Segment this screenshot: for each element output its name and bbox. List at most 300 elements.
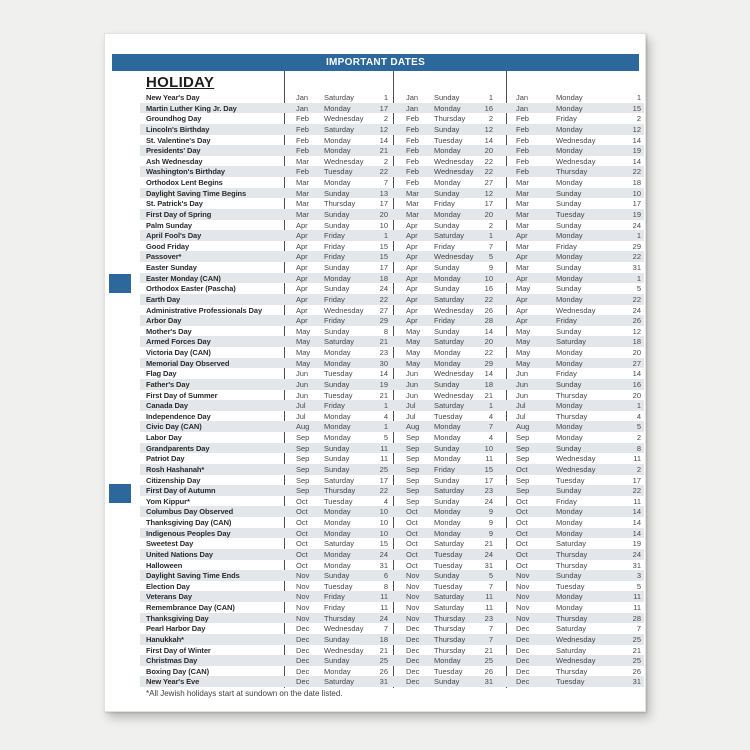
year1-weekday: Friday	[324, 252, 345, 262]
year2-day: 31	[484, 560, 493, 570]
year2-month: Oct	[406, 528, 418, 538]
year2-weekday: Saturday	[434, 294, 465, 304]
year1-weekday: Saturday	[324, 337, 355, 347]
year2-day: 7	[488, 624, 493, 634]
year1-weekday: Sunday	[324, 284, 350, 294]
year1-weekday: Monday	[324, 411, 351, 421]
holiday-name: Sweetest Day	[146, 539, 194, 549]
year3-month: Sep	[516, 433, 530, 442]
year2-day: 21	[484, 390, 493, 400]
year3-month: Oct	[516, 528, 528, 538]
year3-weekday: Sunday	[556, 571, 582, 581]
year3-day: 5	[636, 284, 641, 294]
year1-day: 11	[380, 603, 388, 612]
table-row	[140, 432, 644, 443]
year2-day: 23	[484, 486, 493, 496]
year1-day: 31	[379, 677, 388, 687]
holiday-name: Daylight Saving Time Ends	[146, 571, 240, 581]
year1-weekday: Sunday	[324, 464, 350, 474]
year3-day: 26	[632, 316, 641, 326]
year1-day: 22	[379, 167, 388, 177]
year1-month: Apr	[296, 231, 308, 241]
year2-weekday: Monday	[434, 656, 461, 666]
year3-month: Apr	[516, 273, 528, 283]
year1-weekday: Monday	[324, 422, 351, 432]
holiday-name: Daylight Saving Time Begins	[146, 188, 247, 198]
year2-weekday: Sunday	[434, 475, 460, 485]
year2-month: Sep	[406, 475, 420, 485]
year2-weekday: Tuesday	[434, 581, 463, 591]
year3-day: 4	[636, 411, 641, 421]
table-row	[140, 634, 644, 645]
year3-month: Dec	[516, 624, 530, 634]
year1-weekday: Monday	[324, 560, 351, 570]
year2-weekday: Friday	[434, 464, 455, 474]
year1-day: 11	[380, 454, 388, 464]
year2-month: Mar	[406, 188, 419, 198]
year1-day: 19	[379, 379, 388, 389]
year1-month: Feb	[296, 114, 309, 124]
year3-day: 15	[632, 103, 641, 113]
year3-month: Jun	[516, 369, 529, 379]
year3-weekday: Thursday	[556, 390, 588, 400]
year1-day: 12	[379, 124, 388, 134]
year1-weekday: Sunday	[324, 379, 350, 389]
year3-day: 2	[636, 464, 641, 474]
year3-day: 20	[632, 348, 641, 357]
year2-month: Apr	[406, 273, 418, 283]
year1-weekday: Saturday	[324, 677, 355, 687]
table-row	[140, 591, 644, 602]
year3-weekday: Monday	[556, 518, 583, 527]
year1-month: Jul	[296, 401, 306, 411]
year1-weekday: Sunday	[324, 571, 350, 581]
year2-weekday: Sunday	[434, 677, 460, 687]
year2-day: 7	[488, 581, 493, 591]
year3-weekday: Friday	[556, 316, 577, 326]
year3-month: Feb	[516, 167, 529, 177]
year1-month: Apr	[296, 263, 308, 272]
year1-month: Dec	[296, 666, 310, 676]
holiday-name: New Year's Day	[146, 93, 200, 102]
year1-weekday: Monday	[324, 549, 351, 559]
year2-day: 4	[488, 433, 493, 442]
year3-weekday: Monday	[556, 273, 583, 283]
year1-weekday: Tuesday	[324, 496, 353, 506]
holiday-name: Good Friday	[146, 241, 190, 251]
year1-day: 21	[379, 645, 388, 655]
year1-month: Feb	[296, 146, 309, 156]
year3-day: 7	[636, 624, 641, 634]
year1-month: May	[296, 337, 311, 347]
year1-day: 17	[379, 475, 388, 485]
table-row	[140, 283, 644, 294]
year2-day: 22	[484, 156, 493, 166]
year1-weekday: Friday	[324, 241, 345, 251]
table-row	[140, 336, 644, 347]
year1-day: 1	[383, 231, 388, 241]
year2-month: Aug	[406, 422, 420, 432]
year2-day: 21	[484, 645, 493, 655]
year1-weekday: Sunday	[324, 220, 350, 230]
year3-month: Feb	[516, 156, 529, 166]
year2-day: 1	[488, 231, 493, 241]
year3-day: 19	[632, 209, 641, 219]
year1-month: Oct	[296, 539, 308, 549]
table-row	[140, 581, 644, 592]
year1-day: 10	[379, 220, 388, 230]
year2-day: 22	[484, 348, 493, 357]
year3-day: 14	[632, 135, 641, 145]
year2-weekday: Monday	[434, 507, 461, 517]
year3-month: Mar	[516, 263, 529, 272]
year2-weekday: Sunday	[434, 188, 460, 198]
year2-day: 11	[485, 592, 493, 602]
year3-day: 22	[632, 252, 641, 262]
holiday-name: Hanukkah*	[146, 634, 184, 644]
year2-day: 27	[484, 178, 493, 187]
table-row	[140, 485, 644, 496]
year3-month: Oct	[516, 549, 528, 559]
holiday-name: First Day of Autumn	[146, 486, 216, 496]
year3-weekday: Wednesday	[556, 656, 596, 666]
year1-day: 1	[383, 401, 388, 411]
holiday-name: Pearl Harbor Day	[146, 624, 206, 634]
year3-day: 31	[632, 677, 641, 687]
year2-day: 7	[488, 634, 493, 644]
year1-day: 15	[379, 252, 388, 262]
year1-month: Apr	[296, 316, 308, 326]
year1-day: 15	[379, 241, 388, 251]
year3-weekday: Monday	[556, 358, 583, 368]
year1-weekday: Thursday	[324, 486, 356, 496]
year3-day: 22	[632, 486, 641, 496]
year3-weekday: Sunday	[556, 188, 582, 198]
year2-day: 5	[488, 252, 493, 262]
year2-month: Oct	[406, 560, 418, 570]
year1-weekday: Monday	[324, 135, 351, 145]
year2-month: Apr	[406, 305, 418, 315]
year2-month: Apr	[406, 241, 418, 251]
year2-month: Sep	[406, 486, 420, 496]
year2-month: Feb	[406, 167, 419, 177]
year2-day: 16	[484, 103, 493, 113]
holiday-name: Rosh Hashanah*	[146, 464, 205, 474]
year1-month: Jan	[296, 103, 309, 113]
year1-day: 15	[379, 539, 388, 549]
year2-month: Jun	[406, 379, 419, 389]
year2-weekday: Monday	[434, 454, 461, 464]
year2-weekday: Monday	[434, 358, 461, 368]
holiday-name: First Day of Summer	[146, 390, 218, 400]
table-row	[140, 390, 644, 401]
year1-day: 14	[379, 369, 388, 379]
year1-weekday: Saturday	[324, 124, 355, 134]
table-row	[140, 326, 644, 337]
year3-day: 11	[633, 454, 641, 464]
year3-month: Apr	[516, 252, 528, 262]
year1-weekday: Friday	[324, 316, 345, 326]
year3-day: 20	[632, 390, 641, 400]
year3-weekday: Monday	[556, 528, 583, 538]
year1-day: 22	[379, 486, 388, 496]
year2-weekday: Saturday	[434, 486, 465, 496]
year3-month: Oct	[516, 507, 528, 517]
holiday-name: Canada Day	[146, 401, 188, 411]
page-tab-marker-icon	[109, 274, 131, 293]
year1-month: Oct	[296, 549, 308, 559]
table-row	[140, 453, 644, 464]
year2-month: Apr	[406, 252, 418, 262]
year3-weekday: Sunday	[556, 199, 582, 209]
year1-month: Feb	[296, 135, 309, 145]
year3-weekday: Saturday	[556, 337, 587, 347]
year1-weekday: Monday	[324, 348, 351, 357]
year1-weekday: Thursday	[324, 199, 356, 209]
year2-month: Dec	[406, 656, 420, 666]
table-row	[140, 92, 644, 103]
year1-day: 31	[379, 560, 388, 570]
year1-weekday: Monday	[324, 146, 351, 156]
year3-weekday: Saturday	[556, 624, 587, 634]
year1-day: 17	[379, 199, 388, 209]
table-row	[140, 506, 644, 517]
year2-month: Jul	[406, 411, 416, 421]
year3-weekday: Sunday	[556, 263, 582, 272]
table-row	[140, 613, 644, 624]
year2-day: 4	[488, 411, 493, 421]
year2-month: May	[406, 337, 421, 347]
holiday-name: New Year's Eve	[146, 677, 200, 687]
year3-weekday: Sunday	[556, 443, 582, 453]
table-row	[140, 220, 644, 231]
year1-month: Sep	[296, 486, 310, 496]
year1-day: 25	[379, 656, 388, 666]
table-row	[140, 655, 644, 666]
year2-month: Jan	[406, 93, 419, 102]
year1-day: 22	[379, 294, 388, 304]
year1-day: 14	[379, 135, 388, 145]
year3-day: 14	[632, 518, 641, 527]
holiday-name: First Day of Winter	[146, 645, 211, 655]
year2-weekday: Sunday	[434, 379, 460, 389]
year3-day: 18	[632, 178, 641, 187]
year3-weekday: Thursday	[556, 549, 588, 559]
important-dates-banner: IMPORTANT DATES	[112, 54, 639, 71]
holiday-name: Citizenship Day	[146, 475, 201, 485]
table-row	[140, 358, 644, 369]
year1-month: Oct	[296, 560, 308, 570]
year3-month: Mar	[516, 188, 529, 198]
year3-weekday: Monday	[556, 348, 583, 357]
year3-day: 11	[633, 592, 641, 602]
year3-day: 29	[632, 241, 641, 251]
year1-day: 4	[383, 496, 388, 506]
year2-month: Nov	[406, 613, 420, 623]
holiday-name: Independence Day	[146, 411, 211, 421]
year1-month: Oct	[296, 528, 308, 538]
year3-weekday: Wednesday	[556, 156, 596, 166]
year2-weekday: Monday	[434, 433, 461, 442]
holiday-name: Memorial Day Observed	[146, 358, 230, 368]
year3-month: Feb	[516, 146, 529, 156]
year2-weekday: Wednesday	[434, 305, 474, 315]
year1-month: Aug	[296, 422, 310, 432]
year1-weekday: Friday	[324, 294, 345, 304]
year3-month: Nov	[516, 592, 530, 602]
year1-day: 10	[379, 518, 388, 527]
year1-weekday: Thursday	[324, 613, 356, 623]
year2-weekday: Tuesday	[434, 135, 463, 145]
year1-month: Jun	[296, 390, 309, 400]
year3-weekday: Tuesday	[556, 677, 585, 687]
year2-day: 18	[484, 379, 493, 389]
year1-month: Apr	[296, 284, 308, 294]
year2-weekday: Wednesday	[434, 369, 474, 379]
year2-day: 11	[485, 603, 493, 612]
year1-day: 10	[379, 528, 388, 538]
year1-day: 25	[379, 464, 388, 474]
year2-weekday: Tuesday	[434, 666, 463, 676]
table-row	[140, 198, 644, 209]
year2-month: May	[406, 358, 421, 368]
table-row	[140, 538, 644, 549]
year2-weekday: Friday	[434, 241, 455, 251]
year3-day: 24	[632, 220, 641, 230]
year2-weekday: Monday	[434, 146, 461, 156]
table-row	[140, 294, 644, 305]
year3-weekday: Sunday	[556, 379, 582, 389]
year3-day: 22	[632, 167, 641, 177]
year3-weekday: Tuesday	[556, 209, 585, 219]
year3-month: May	[516, 358, 531, 368]
year1-month: Nov	[296, 592, 310, 602]
year3-day: 31	[632, 263, 641, 272]
year3-day: 1	[636, 231, 641, 241]
year3-day: 21	[632, 645, 641, 655]
year2-month: Feb	[406, 178, 419, 187]
year3-weekday: Friday	[556, 496, 577, 506]
year2-day: 29	[484, 358, 493, 368]
table-row	[140, 623, 644, 634]
year2-weekday: Sunday	[434, 443, 460, 453]
year2-weekday: Monday	[434, 422, 461, 432]
year1-month: Jul	[296, 411, 306, 421]
table-row	[140, 421, 644, 432]
year1-month: Apr	[296, 294, 308, 304]
year3-weekday: Thursday	[556, 666, 588, 676]
year1-month: Apr	[296, 241, 308, 251]
year2-weekday: Monday	[434, 348, 461, 357]
year3-day: 31	[632, 560, 641, 570]
year3-day: 22	[632, 294, 641, 304]
year2-weekday: Wednesday	[434, 390, 474, 400]
year2-month: Feb	[406, 114, 419, 124]
table-row	[140, 305, 644, 316]
year3-month: Oct	[516, 539, 528, 549]
year2-month: Sep	[406, 464, 420, 474]
year3-month: Dec	[516, 677, 530, 687]
year1-month: Apr	[296, 273, 308, 283]
table-row	[140, 496, 644, 507]
year3-month: Dec	[516, 656, 530, 666]
year2-weekday: Thursday	[434, 645, 466, 655]
year1-weekday: Saturday	[324, 93, 355, 102]
year1-day: 26	[379, 666, 388, 676]
year1-day: 2	[383, 114, 388, 124]
year2-month: Nov	[406, 581, 420, 591]
year1-month: Apr	[296, 220, 308, 230]
year2-month: Dec	[406, 634, 420, 644]
table-row	[140, 528, 644, 539]
table-row	[140, 209, 644, 220]
year1-month: Jan	[296, 93, 309, 102]
year2-day: 26	[484, 666, 493, 676]
year3-month: Apr	[516, 231, 528, 241]
year2-month: Apr	[406, 316, 418, 326]
year3-month: Oct	[516, 496, 528, 506]
year2-day: 2	[488, 220, 493, 230]
year1-weekday: Tuesday	[324, 581, 353, 591]
table-row	[140, 135, 644, 146]
year2-day: 9	[488, 263, 493, 272]
year1-weekday: Tuesday	[324, 390, 353, 400]
year2-day: 23	[484, 613, 493, 623]
year1-day: 2	[383, 156, 388, 166]
table-row	[140, 400, 644, 411]
table-row	[140, 145, 644, 156]
year1-month: May	[296, 326, 311, 336]
holiday-name: Administrative Professionals Day	[146, 305, 263, 315]
year3-month: Oct	[516, 560, 528, 570]
year2-day: 26	[484, 305, 493, 315]
year1-weekday: Friday	[324, 231, 345, 241]
year3-weekday: Sunday	[556, 284, 582, 294]
year2-month: Sep	[406, 443, 420, 453]
year1-day: 11	[380, 443, 388, 453]
year3-day: 28	[632, 613, 641, 623]
year1-day: 11	[380, 592, 388, 602]
year2-month: Mar	[406, 209, 419, 219]
holiday-table	[105, 92, 647, 687]
year3-month: Nov	[516, 613, 530, 623]
holiday-name: Palm Sunday	[146, 220, 192, 230]
year3-weekday: Wednesday	[556, 454, 596, 464]
year1-weekday: Wednesday	[324, 305, 364, 315]
year3-day: 1	[636, 401, 641, 411]
year3-month: Jan	[516, 93, 529, 102]
year1-day: 8	[383, 581, 388, 591]
year1-month: Mar	[296, 188, 309, 198]
year2-month: Sep	[406, 496, 420, 506]
year3-weekday: Thursday	[556, 167, 588, 177]
year2-weekday: Monday	[434, 178, 461, 187]
year1-weekday: Sunday	[324, 326, 350, 336]
year3-month: Mar	[516, 241, 529, 251]
year1-month: Sep	[296, 433, 310, 442]
holiday-name: Presidents' Day	[146, 146, 201, 156]
year3-day: 12	[632, 326, 641, 336]
year3-month: May	[516, 326, 531, 336]
holiday-name: Father's Day	[146, 379, 190, 389]
year1-day: 13	[379, 188, 388, 198]
year1-month: Feb	[296, 167, 309, 177]
year1-weekday: Sunday	[324, 656, 350, 666]
year1-weekday: Friday	[324, 603, 345, 612]
year2-day: 16	[484, 284, 493, 294]
year3-month: Sep	[516, 486, 530, 496]
holiday-name: Yom Kippur*	[146, 496, 190, 506]
